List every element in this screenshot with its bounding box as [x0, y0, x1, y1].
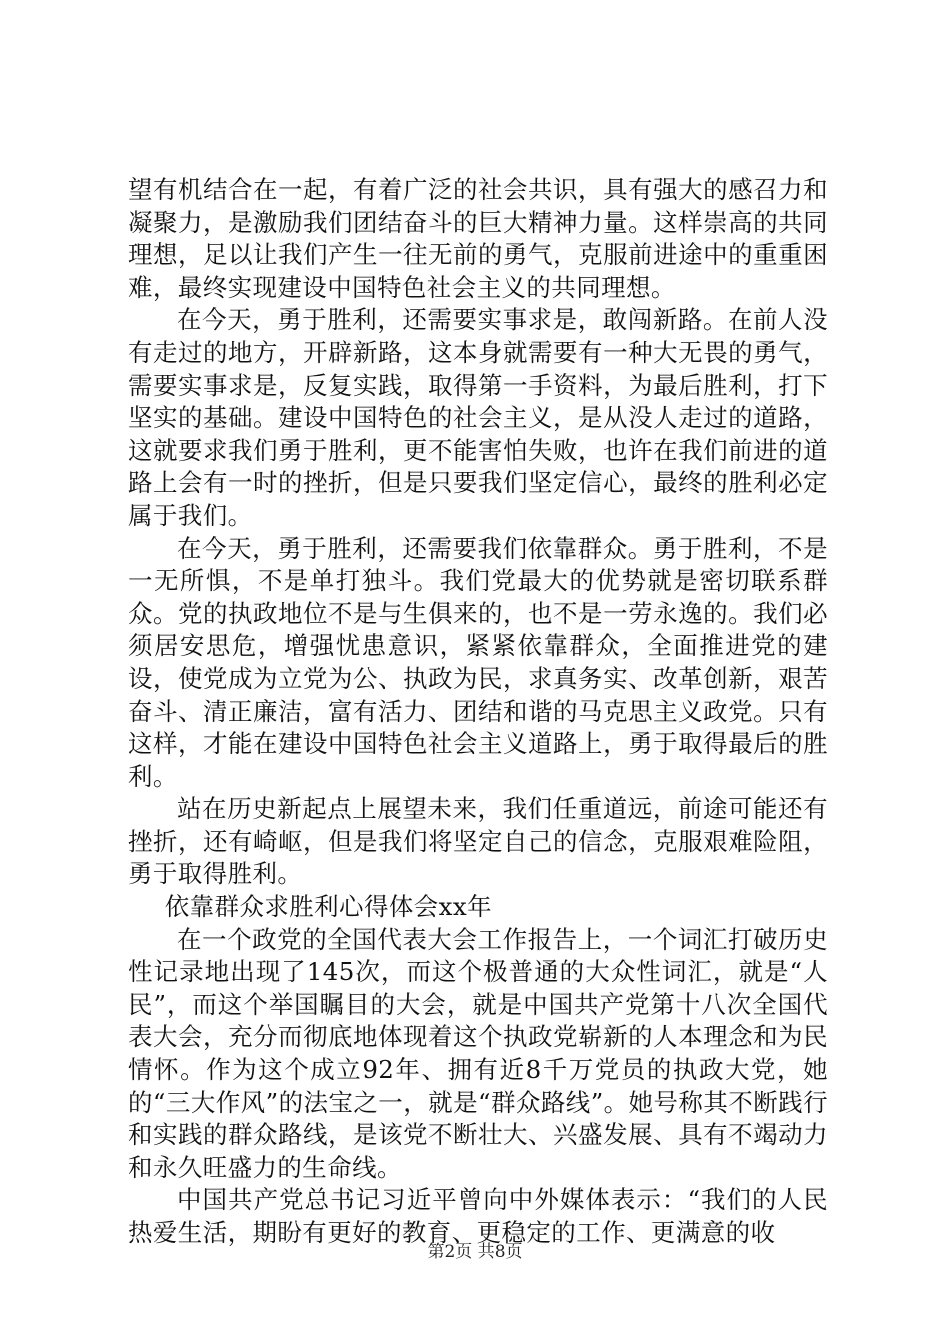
paragraph-party-congress: 在一个政党的全国代表大会工作报告上，一个词汇打破历史性记录地出现了145次，而这个极普通的大众性词汇，就是“人民”，而这个举国瞩目的大会，就是中国共产党第十八次全国代表大会，充分而彻底地体现着这个执政党崭新的人本理念和为民情怀。作为这个成立92年、拥有近8千万党员的执政大党，她的“三大作风”的法宝之一，就是“群众路线”。她号称其不断践行和实践的群众路线，是该党不断壮大、兴盛发展、具有不竭动力和永久旺盛力的生命线。 — [128, 924, 828, 1182]
page-number-label: 第2页 共8页 — [427, 1242, 523, 1262]
page-footer — [0, 1242, 950, 1262]
document-body — [128, 174, 828, 1250]
paragraph-rely-on-masses: 在今天，勇于胜利，还需要我们依靠群众。勇于胜利，不是一无所惧，不是单打独斗。我们党最大的优势就是密切联系群众。党的执政地位不是与生俱来的，也不是一劳永逸的。我们必须居安思危，增强忧患意识，紧紧依靠群众，全面推进党的建设，使党成为立党为公、执政为民，求真务实、改革创新，艰苦奋斗、清正廉洁，富有活力、团结和谐的马克思主义政党。只有这样，才能在建设中国特色社会主义道路上，勇于取得最后的胜利。 — [128, 533, 828, 791]
paragraph-general-secretary-quote: 中国共产党总书记习近平曾向中外媒体表示：“我们的人民热爱生活，期盼有更好的教育、更稳定的工作、更满意的收 — [128, 1185, 828, 1247]
paragraph-continuation: 望有机结合在一起，有着广泛的社会共识，具有强大的感召力和凝聚力，是激励我们团结奋斗的巨大精神力量。这样崇高的共同理想，足以让我们产生一往无前的勇气，克服前进途中的重重困难，最终实现建设中国特色社会主义的共同理想。 — [128, 175, 828, 302]
paragraph-seek-truth: 在今天，勇于胜利，还需要实事求是，敢闯新路。在前人没有走过的地方，开辟新路，这本身就需要有一种大无畏的勇气，需要实事求是，反复实践，取得第一手资料，为最后胜利，打下坚实的基础。建设中国特色的社会主义，是从没人走过的道路，这就要求我们勇于胜利，更不能害怕失败，也许在我们前进的道路上会有一时的挫折，但是只要我们坚定信心，最终的胜利必定属于我们。 — [128, 305, 828, 530]
paragraph-look-ahead: 站在历史新起点上展望未来，我们任重道远，前途可能还有挫折，还有崎岖，但是我们将坚定自己的信念，克服艰难险阻，勇于取得胜利。 — [128, 794, 828, 889]
section-heading: 依靠群众求胜利心得体会xx年 — [164, 892, 492, 922]
